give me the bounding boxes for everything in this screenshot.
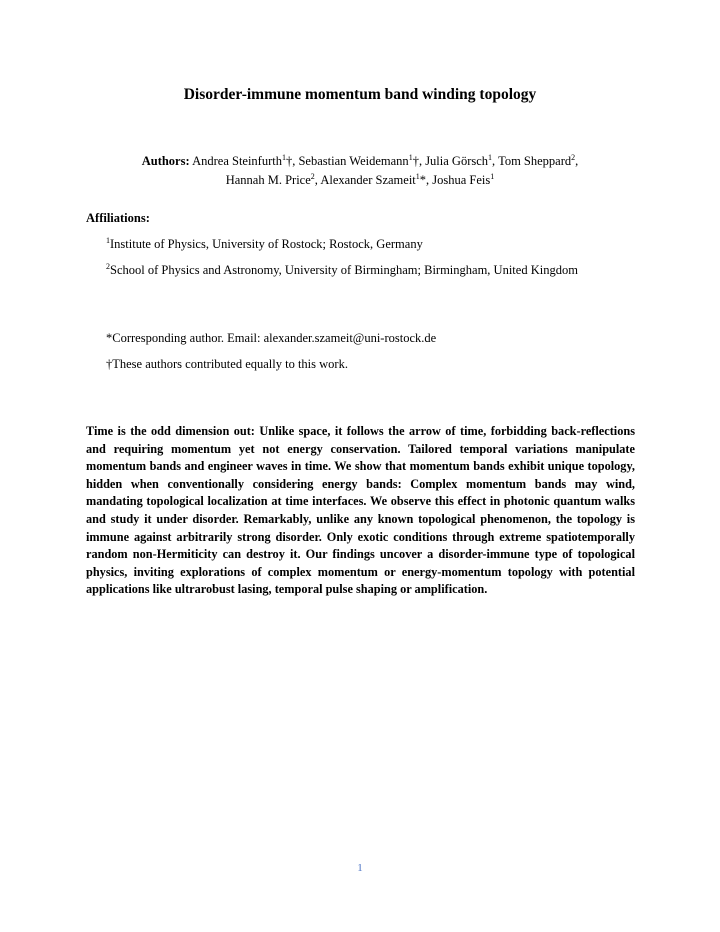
author-affiliation-mark: 1 (415, 171, 420, 181)
equal-contribution-note: †These authors contributed equally to this work. (106, 357, 348, 371)
page-number: 1 (357, 862, 363, 874)
affiliation-item (106, 235, 606, 254)
author-name: Tom Sheppard (498, 154, 572, 168)
author-affiliation-mark: 1 (408, 152, 413, 162)
authors-label: Authors: (141, 154, 190, 168)
author-affiliation-mark: 2 (571, 152, 576, 162)
affiliations-heading: Affiliations: (86, 211, 150, 225)
affiliation-number: 2 (106, 261, 110, 271)
author-note-mark: * (419, 173, 427, 187)
affiliation-text: School of Physics and Astronomy, University of Birmingham; Birmingham, United Kingdom (110, 263, 578, 277)
author-name: Julia Görsch (425, 154, 489, 168)
affiliation-item (106, 261, 606, 280)
paper-title: Disorder-immune momentum band winding topology (183, 86, 537, 103)
author-note-mark: † (412, 154, 419, 168)
author-affiliation-mark: 2 (310, 171, 315, 181)
author-name: Alexander Szameit (320, 173, 416, 187)
author-name: Joshua Feis (432, 173, 491, 187)
author-affiliation-mark: 1 (488, 152, 493, 162)
affiliation-text: Institute of Physics, University of Rostock; Rostock, Germany (110, 237, 423, 251)
author-name: Hannah M. Price (225, 173, 311, 187)
author-name: Sebastian Weidemann (298, 154, 409, 168)
author-affiliation-mark: 1 (490, 171, 495, 181)
affiliation-number: 1 (106, 235, 110, 245)
author-note-mark: † (285, 154, 293, 168)
author-block: Authors: Andrea Steinfurth$^1$†, Sebastian Weidemann$^1$†, Julia Görsch$^1$, Tom Sheppard$^2$, Hannah M. Price$^2$, Alexander Szameit$^1$*, Joshua Feis$^1$ (141, 152, 579, 187)
abstract: Time is the odd dimension out: Unlike space, it follows the arrow of time, forbidding back-reflections and requiring momentum yet not energy conservation. Tailored temporal variations manipulate momentum bands and engineer waves in time. We show that momentum bands exhibit unique topology, hidden when conventionally considering energy bands: Complex momentum bands may wind, mandating topological localization at time interfaces. We observe this effect in photonic quantum walks and study it under disorder. Remarkably, unlike any known topological phenomenon, the topology is immune against arbitrarily strong disorder. Only exotic conditions through extreme spatiotemporally random non-Hermiticity can destroy it. Our findings uncover a disorder-immune type of topological physics, inviting explorations of complex momentum or energy-momentum topology with potential applications like ultrarobust lasing, temporal pulse shaping or amplification. (86, 424, 635, 597)
corresponding-author-note: *Corresponding author. Email: alexander.szameit@uni-rostock.de (106, 331, 437, 345)
author-affiliation-mark: 1 (281, 152, 286, 162)
author-name: Andrea Steinfurth (192, 154, 282, 168)
